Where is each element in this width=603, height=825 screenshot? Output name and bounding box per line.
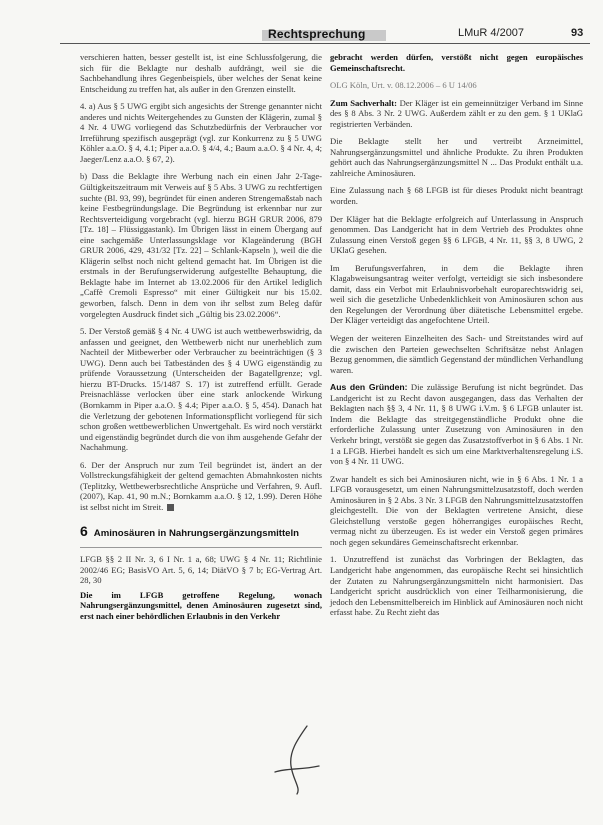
left-paragraph: verschieren hatten, besser gestellt ist, ist eine Schlussfolgerung, die sich für die Beklagte nur deshalb aufdrängt, weil sie die Sachbehandlung ihres Gegenbeispiels, über welches der Senat keine Entscheidung zu treffen hat, als außer in den Grenzen einstellt. [80, 52, 322, 94]
header-journal: LMuR 4/2007 [458, 27, 525, 39]
right-paragraph: Im Berufungsverfahren, in dem die Beklagte ihren Klagabweisungsantrag weiter verfolgt, verteidigt sie sich insbesondere damit, dass ein Verbot mit Erlaubnisvorbehalt europarechtswidrig sei, weil sich die gesetzliche Unbedenklichkeit von Aminosäuren schon aus den Regelungen der Verordnung über diätetische Lebensmittel ergebe. Der Kläger verteidigt das angefochtene Urteil. [330, 262, 583, 326]
gruende-paragraph [330, 382, 583, 466]
sachverhalt-heading: Zum Sachverhalt: [330, 97, 398, 108]
left-paragraph: 5. Der Verstoß gemäß § 4 Nr. 4 UWG ist auch wettbewerbswidrig, da anfassen und geeignet, den Wettbewerb nicht nur unerheblich zum Nachteil der Mitbewerber oder Verbraucher zu beeinträchtigen (§ 3 UWG). Denn auch bei Tatbeständen des § 4 UWG eigenständig zu prüfende Voraussetzung (Unterscheiden der Bagatellgrenze; vgl. hierzu BT-Drucks. 15/1487 S. 17) ist zutreffend erfüllt. Gerade Preisnachlässe verlocken über eine stark anlockende Wirkung (Bornkamm in Piper a.a.O. § 4.4; Piper a.a.O. § 5, 454). Danach hat die Verletzung der gebotenen Informationspflicht vorliegend für sich schon großen wettbewerblichen Unwertgehalt. Es wird noch verstärkt und eigenständig begründet durch die von ihm ausgehende Gefahr der Nachahmung. [80, 326, 322, 453]
left-paragraph-final [80, 460, 322, 513]
header-rule [60, 43, 590, 44]
left-column [80, 52, 322, 628]
court-citation: OLG Köln, Urt. v. 08.12.2006 – 6 U 14/06 [330, 80, 477, 91]
right-paragraph: Wegen der weiteren Einzelheiten des Sach- und Streitstandes wird auf die zwischen den Parteien gewechselten Schriftsätze nebst Anlagen Bezug genommen, die sämtlich Gegenstand der mündlichen Verhandlung waren. [330, 333, 583, 375]
gruende-text: Die zulässige Berufung ist nicht begründet. Das Landgericht ist zu Recht davon ausgegangen, dass das Verhalten der Beklagten nach §§ 3, 4 Nr. 11, § 8 UWG i.V.m. § 6 LFGB unlauter ist. Indem die Beklagte das streitgegenständliche Produkt ohne die erforderliche Zulassung unter Zusetzung von Aminosäuren in den Verkehr bringt, verstößt sie gegen das Zusatzstoffverbot in § 6 Abs. 1 Nr. 1 a LFGB. Hierbei handelt es sich um eine Marktverhaltensregelung i.S. von § 4 Nr. 11 UWG. [330, 382, 583, 467]
handwritten-mark [267, 722, 327, 797]
header-section-title: Rechtsprechung [268, 27, 366, 41]
sachverhalt-text: Der Kläger ist ein gemeinnütziger Verband im Sinne des § 8 Abs. 3 Nr. 2 UWG. Außerdem zählt er zu den gem. § 1 UKlaG registrierten Verbänden. [330, 97, 584, 129]
right-column [330, 52, 583, 625]
headnote-continuation: gebracht werden dürfen, verstößt nicht gegen europäisches Gemeinschaftsrecht. [330, 52, 583, 73]
end-of-article-mark [167, 504, 174, 511]
page-header [0, 0, 603, 44]
left-paragraph: b) Dass die Beklagte ihre Werbung nach ein einen Jahr 2-Tage-Gültigkeitszeitraum mit Verweis auf § 5 Abs. 3 UWG zu rechtfertigen suchte (Bl. 93, 99), begründet für einen anderen Strengemaßstab nach keine Festbegründungslage. Die Begründung ist erkennbar nur zur Rechtsverteidigung vorgebracht (vgl. hierzu BGH GRUR 2006, 879 [Tz. 18] – Flüssiggastank). Im Übrigen lässt in einem Übergang auf eine sachgemäße Unterlassungsklage vor Klageänderung (BGH GRUR 2006, 429, 431/32 [Tz. 22] – Schlank-Kapseln ), weil die die Klägerin selbst noch nicht geltend gemacht hat. Im Übrigen ist die erstmals in der Berufungserwiderung aufgestellte Behauptung, die Beklagte habe im Internet ab 13.02.2006 für den Artikel lediglich „Caffè Cremoli Espresso“ mit einer Gültigkeit nur bis 15.02. geworben, falsch. Denn in dem von ihr selbst zum Beleg dafür vorgelegten Ausdruck findet sich „Gültig bis 23.02.2006“. [80, 171, 322, 319]
decision-rule [80, 547, 322, 548]
decision-heading [80, 523, 322, 540]
right-paragraph: Eine Zulassung nach § 68 LFGB ist für dieses Produkt nicht beantragt worden. [330, 185, 583, 207]
right-paragraph: Die Beklagte stellt her und vertreibt Arzneimittel, Nahrungsergänzungsmittel und ähnliche Produkte. Zu ihren Produkten gehört auch das Nahrungsergänzungsmittel N ... Das Produkt enthält u.a. zahlreiche Aminosäuren. [330, 136, 583, 178]
right-paragraph: Der Kläger hat die Beklagte erfolgreich auf Unterlassung in Anspruch genommen. Das Landgericht hat in dem Vertrieb des Produktes ohne Zulassung einen Verstoß gegen §§ 6 LFGB, 4 Nr. 11, §§ 3, 8 UWG, 2 UKlaG gesehen. [330, 213, 583, 256]
right-paragraph: Zwar handelt es sich bei Aminosäuren nicht, wie in § 6 Abs. 1 Nr. 1 a LFGB vorausgesetzt, um einen Nahrungsmittelzusatzstoff, doch werden Aminosäuren in § 2 Abs. 3 Nr. 3 LFGB den Nahrungsmittelzusatzstoffen gleichgestellt. Die von der Beklagten vertretene Ansicht, diese Gleichstellung verstoße gegen höherrangiges europäisches Recht, vermag nicht zu überzeugen. Es ist weder ein Verstoß gegen primäres noch gegen sekundäres Gemeinschaftsrecht erkennbar. [330, 473, 583, 547]
right-paragraph: 1. Unzutreffend ist zunächst das Vorbringen der Beklagten, das Landgericht habe angenommen, das europäische Recht sei hinsichtlich der Zutaten zu Nahrungsergänzungsmitteln nicht harmonisiert. Das Landgericht spricht ausdrücklich von einer Teilharmonisierung, die jedoch den Lebensmittelbereich im Hinblick auf Aminosäuren noch nicht erfasst habe. Zu Recht zieht das [330, 554, 583, 618]
decision-norms: LFGB §§ 2 II Nr. 3, 6 I Nr. 1 a, 68; UWG § 4 Nr. 11; Richtlinie 2002/46 EG; BasisVO Art. 5, 6, 14; DiätVO § 7 b; EG-Vertrag Art. 28, 30 [80, 553, 322, 586]
decision-section [80, 523, 322, 621]
header-page-number: 93 [571, 27, 584, 39]
decision-number: 6 [80, 523, 88, 540]
sachverhalt-paragraph [330, 98, 583, 130]
decision-title: Aminosäuren in Nahrungsergänzungsmitteln [93, 528, 300, 540]
decision-headnote: Die im LFGB getroffene Regelung, wonach Nahrungsergänzungsmittel, denen Aminosäuren zugesetzt sind, erst nach einer behördlichen Erlaubnis in den Verkehr [80, 589, 322, 621]
gruende-heading: Aus den Gründen: [330, 382, 408, 393]
left-paragraph: 4. a) Aus § 5 UWG ergibt sich angesichts der Strenge genannter nicht anderes und nichts Weitergehendes zu Gunsten der Klägerin, zumal § 4 Nr. 4 UWG vorliegend das Schutzbedürfnis der Verbraucher vor Irreführung spezifisch ausgeprägt (vgl. zur Konkurrenz zu § 5 UWG Köhler a.a.O. § 4, 4.1; Piper a.a.O. § 4/4, 4.; Baum a.a.O. § 4 Nr. 4, 4; Jaeger/Lenz a.a.O. § 67, 2). [80, 101, 322, 164]
left-paragraph-text: 6. Der der Anspruch nur zum Teil begründet ist, ändert an der Vollstreckungsfähigkeit der geltend gemachten Abmahnkosten nichts (Teplitzky, Wettbewerbsrechtliche Ansprüche und Verfahren, 9. Aufl. (2007), Kap. 41, 90 m.N.; Bornkamm a.a.O. § 12, 1.99). Deren Höhe ist selbst nicht im Streit. [80, 459, 322, 512]
